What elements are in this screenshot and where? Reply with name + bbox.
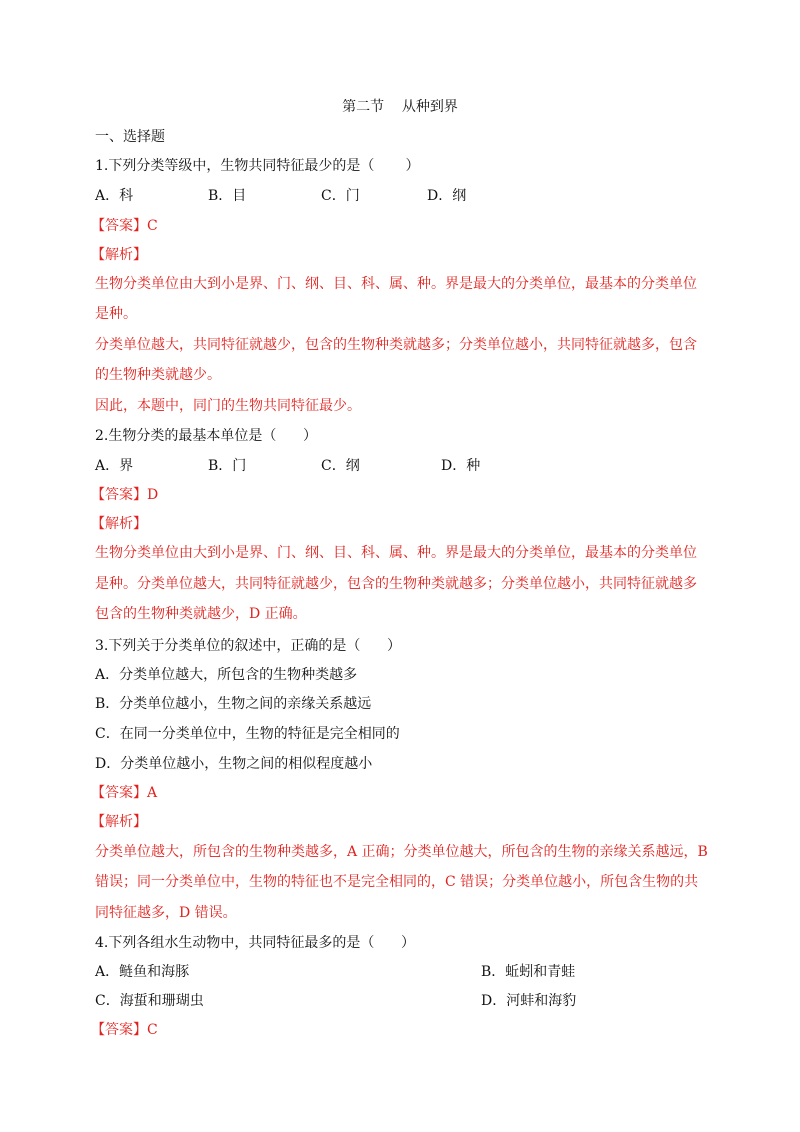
question-2-stem: 2.生物分类的最基本单位是（ ） (95, 428, 318, 444)
q2-option-d: D．种 (441, 458, 481, 474)
q3-analysis-line: 分类单位越大，所包含的生物种类越多，A 正确；分类单位越大，所包含的生物的亲缘关系越远，B (95, 844, 708, 860)
q1-option-c: C．门 (321, 188, 360, 204)
q2-analysis-line: 包含的生物种类就越少，D 正确。 (95, 606, 307, 622)
q1-option-d: D．纲 (427, 188, 467, 204)
q1-analysis-line: 的生物种类就越少。 (95, 367, 221, 383)
q4-option-c: C．海蜇和珊瑚虫 (95, 993, 204, 1009)
q1-analysis-line: 生物分类单位由大到小是界、门、纲、目、科、属、种。界是最大的分类单位，最基本的分类单位 (95, 276, 697, 292)
q4-option-a: A．鲢鱼和海豚 (95, 964, 190, 980)
question-3-stem: 3.下列关于分类单位的叙述中，正确的是（ ） (95, 638, 402, 654)
q4-option-d: D．河蚌和海豹 (481, 993, 577, 1009)
q2-option-a: A．界 (95, 458, 134, 474)
page-title: 第二节 从种到界 (342, 99, 458, 115)
q2-option-b: B．门 (208, 458, 247, 474)
q4-option-b: B．蚯蚓和青蛙 (481, 964, 576, 980)
q2-analysis-line: 是种。分类单位越大，共同特征就越少，包含的生物种类就越多；分类单位越小，共同特征就越多 (95, 576, 697, 592)
q3-option-d: D．分类单位越小，生物之间的相似程度越小 (95, 756, 373, 772)
q2-analysis-line: 生物分类单位由大到小是界、门、纲、目、科、属、种。界是最大的分类单位，最基本的分类单位 (95, 545, 697, 561)
question-4-stem: 4.下列各组水生动物中，共同特征最多的是（ ） (95, 935, 416, 951)
q1-option-b: B．目 (208, 188, 247, 204)
q2-analysis-label: 【解析】 (91, 516, 147, 532)
q1-analysis-line: 分类单位越大，共同特征就越少，包含的生物种类就越多；分类单位越小，共同特征就越多，包含 (95, 337, 697, 353)
q3-analysis-label: 【解析】 (91, 814, 147, 830)
q3-option-a: A．分类单位越大，所包含的生物种类越多 (95, 667, 358, 683)
q1-analysis-label: 【解析】 (91, 247, 147, 263)
q4-answer: 【答案】C (91, 1022, 158, 1038)
q2-answer: 【答案】D (91, 487, 159, 503)
q1-answer: 【答案】C (91, 218, 158, 234)
q1-analysis-line: 是种。 (95, 306, 137, 322)
q1-analysis-line: 因此，本题中，同门的生物共同特征最少。 (95, 398, 361, 414)
q3-answer: 【答案】A (91, 785, 158, 801)
q1-option-a: A．科 (95, 188, 134, 204)
q3-analysis-line: 同特征越多，D 错误。 (95, 905, 237, 921)
question-1-stem: 1.下列分类等级中，生物共同特征最少的是（ ） (95, 158, 420, 174)
q2-option-c: C．纲 (321, 458, 360, 474)
section-heading: 一、选择题 (95, 129, 165, 145)
q3-analysis-line: 错误；同一分类单位中，生物的特征也不是完全相同的，C 错误；分类单位越小，所包含生物的共 (95, 874, 699, 890)
q3-option-b: B．分类单位越小，生物之间的亲缘关系越远 (95, 696, 372, 712)
q3-option-c: C．在同一分类单位中，生物的特征是完全相同的 (95, 726, 400, 742)
